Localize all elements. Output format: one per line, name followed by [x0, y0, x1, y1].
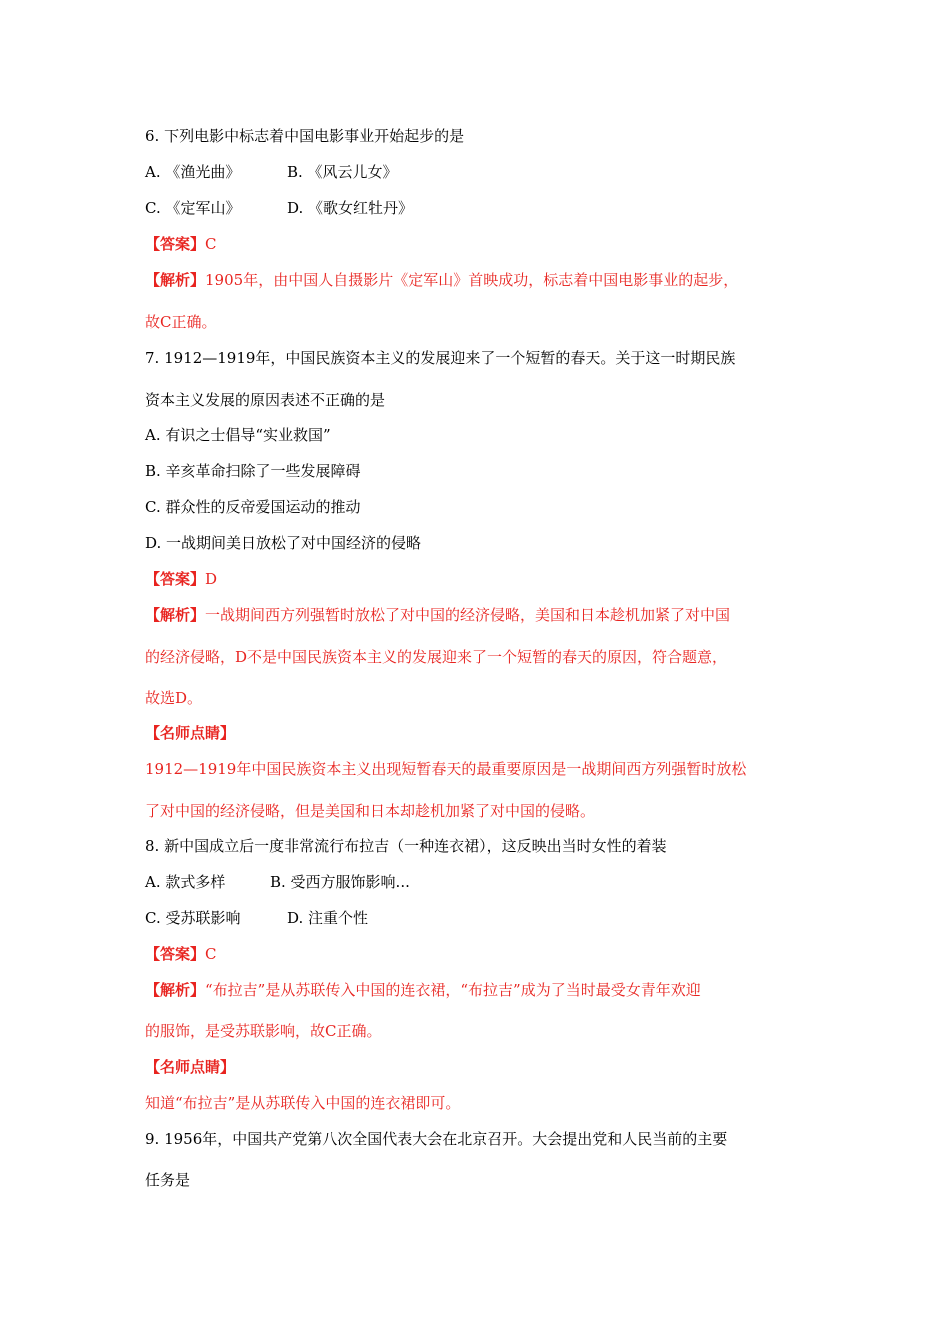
q9-stem-line2: 任务是 [145, 1171, 191, 1189]
q7-analysis-line3: 故选D。 [145, 689, 203, 707]
answer-value: C [205, 945, 217, 963]
q6-option-b: B. 《风云儿女》 [287, 163, 398, 181]
q8-stem: 8. 新中国成立后一度非常流行布拉吉（一种连衣裙），这反映出当时女性的着装 [145, 837, 667, 855]
q7-answer [145, 569, 217, 589]
answer-tag: 【答案】 [145, 235, 206, 253]
q7-option-c: C. 群众性的反帝爱国运动的推动 [145, 498, 361, 516]
q9-stem-line1: 9. 1956年，中国共产党第八次全国代表大会在北京召开。大会提出党和人民当前的主要 [145, 1130, 728, 1148]
analysis-tag: 【解析】 [145, 981, 206, 999]
q6-option-c: C. 《定军山》 [145, 199, 241, 217]
q6-option-a: A. 《渔光曲》 [145, 163, 241, 181]
analysis-text: 1905年，由中国人自摄影片《定军山》首映成功，标志着中国电影事业的起步， [205, 271, 739, 289]
q6-options-row2 [145, 198, 413, 218]
analysis-text: “布拉吉”是从苏联传入中国的连衣裙，“布拉吉”成为了当时最受女青年欢迎 [205, 981, 701, 999]
q8-options-row1 [145, 872, 410, 892]
q7-stem-line2: 资本主义发展的原因表述不正确的是 [145, 391, 386, 409]
q6-answer [145, 234, 217, 254]
q7-tip-line2: 了对中国的经济侵略，但是美国和日本却趁机加紧了对中国的侵略。 [145, 802, 596, 820]
q8-analysis-line1 [145, 980, 701, 1000]
q7-option-a: A. 有识之士倡导“实业救国” [145, 426, 331, 444]
q7-tip-tag: 【名师点睛】 [145, 724, 236, 742]
q6-analysis-line1 [145, 270, 738, 290]
analysis-text: 一战期间西方列强暂时放松了对中国的经济侵略，美国和日本趁机加紧了对中国 [205, 606, 731, 624]
q6-options-row1 [145, 162, 398, 182]
answer-tag: 【答案】 [145, 570, 206, 588]
q8-options-row2 [145, 908, 368, 928]
analysis-tag: 【解析】 [145, 271, 206, 289]
answer-value: C [205, 235, 217, 253]
answer-tag: 【答案】 [145, 945, 206, 963]
q7-option-d: D. 一战期间美日放松了对中国经济的侵略 [145, 534, 422, 552]
q6-option-d: D. 《歌女红牡丹》 [287, 199, 414, 217]
q8-option-c: C. 受苏联影响 [145, 909, 241, 927]
analysis-tag: 【解析】 [145, 606, 206, 624]
q7-analysis-line2: 的经济侵略，D不是中国民族资本主义的发展迎来了一个短暂的春天的原因，符合题意， [145, 648, 728, 666]
q6-analysis-line2: 故C正确。 [145, 313, 217, 331]
q8-option-b: B. 受西方服饰影响... [270, 873, 410, 891]
q7-option-b: B. 辛亥革命扫除了一些发展障碍 [145, 462, 361, 480]
q8-option-d: D. 注重个性 [287, 909, 369, 927]
q8-answer [145, 944, 217, 964]
q7-analysis-line1 [145, 605, 730, 625]
q7-tip-line1: 1912—1919年中国民族资本主义出现短暂春天的最重要原因是一战期间西方列强暂时放松 [145, 760, 747, 778]
q8-tip-tag: 【名师点睛】 [145, 1058, 236, 1076]
q8-tip-line1: 知道“布拉吉”是从苏联传入中国的连衣裙即可。 [145, 1094, 461, 1112]
q7-stem-line1: 7. 1912—1919年，中国民族资本主义的发展迎来了一个短暂的春天。关于这一时期民族 [145, 349, 736, 367]
q8-option-a: A. 款式多样 [145, 873, 226, 891]
answer-value: D [205, 570, 218, 588]
q6-stem: 6. 下列电影中标志着中国电影事业开始起步的是 [145, 127, 465, 145]
q8-analysis-line2: 的服饰，是受苏联影响，故C正确。 [145, 1022, 382, 1040]
